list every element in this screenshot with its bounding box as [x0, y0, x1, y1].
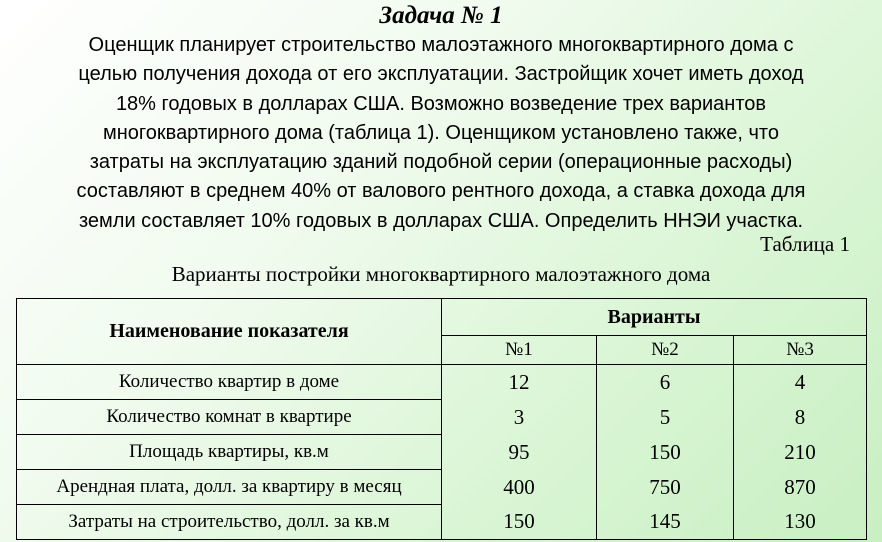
variants-table: [16, 298, 867, 540]
table-row: [17, 400, 867, 435]
cell-value: 12: [442, 365, 597, 400]
cell-value: 130: [734, 505, 867, 540]
cell-value: 8: [734, 400, 867, 435]
paragraph-line: целью получения дохода от его эксплуатации. Застройщик хочет иметь доход: [78, 63, 804, 86]
paragraph-line: 18% годовых в долларах США. Возможно возведение трех вариантов: [115, 92, 767, 115]
paragraph-line: Оценщик планирует строительство малоэтажного многоквартирного дома с: [88, 34, 794, 56]
table-row: [17, 470, 867, 505]
row-name: Количество квартир в доме: [17, 365, 442, 400]
table-row: [17, 435, 867, 470]
task-title: Задача № 1: [379, 2, 503, 29]
cell-value: 750: [597, 470, 734, 505]
row-name: Затраты на строительство, долл. за кв.м: [17, 505, 442, 540]
header-variant-2: №2: [597, 336, 734, 365]
header-variant-1: №1: [442, 336, 597, 365]
cell-value: 870: [734, 470, 867, 505]
paragraph-line: составляют в среднем 40% от валового рентного дохода, а ставка дохода для: [76, 180, 806, 203]
row-name: Арендная плата, долл. за квартиру в месяц: [17, 470, 442, 505]
cell-value: 210: [734, 435, 867, 470]
cell-value: 3: [442, 400, 597, 435]
table-label: Таблица 1: [760, 232, 850, 256]
paragraph-line: земли составляет 10% годовых в долларах США. Определить ННЭИ участка.: [78, 209, 804, 232]
header-variants: Варианты: [442, 299, 867, 336]
cell-value: 400: [442, 470, 597, 505]
task-description: [30, 31, 852, 236]
cell-value: 5: [597, 400, 734, 435]
cell-value: 6: [597, 365, 734, 400]
table-row: [17, 365, 867, 400]
cell-value: 95: [442, 435, 597, 470]
cell-value: 150: [442, 505, 597, 540]
cell-value: 145: [597, 505, 734, 540]
table-caption: Варианты постройки многоквартирного малоэтажного дома: [171, 262, 711, 286]
table-row: [17, 505, 867, 540]
row-name: Площадь квартиры, кв.м: [17, 435, 442, 470]
paragraph-line: затраты на эксплуатацию зданий подобной серии (операционные расходы): [89, 151, 793, 174]
header-variant-3: №3: [734, 336, 867, 365]
cell-value: 4: [734, 365, 867, 400]
row-name: Количество комнат в квартире: [17, 400, 442, 435]
header-indicator: Наименование показателя: [17, 299, 442, 365]
cell-value: 150: [597, 435, 734, 470]
paragraph-line: многоквартирного дома (таблица 1). Оценщиком установлено также, что: [103, 121, 779, 144]
